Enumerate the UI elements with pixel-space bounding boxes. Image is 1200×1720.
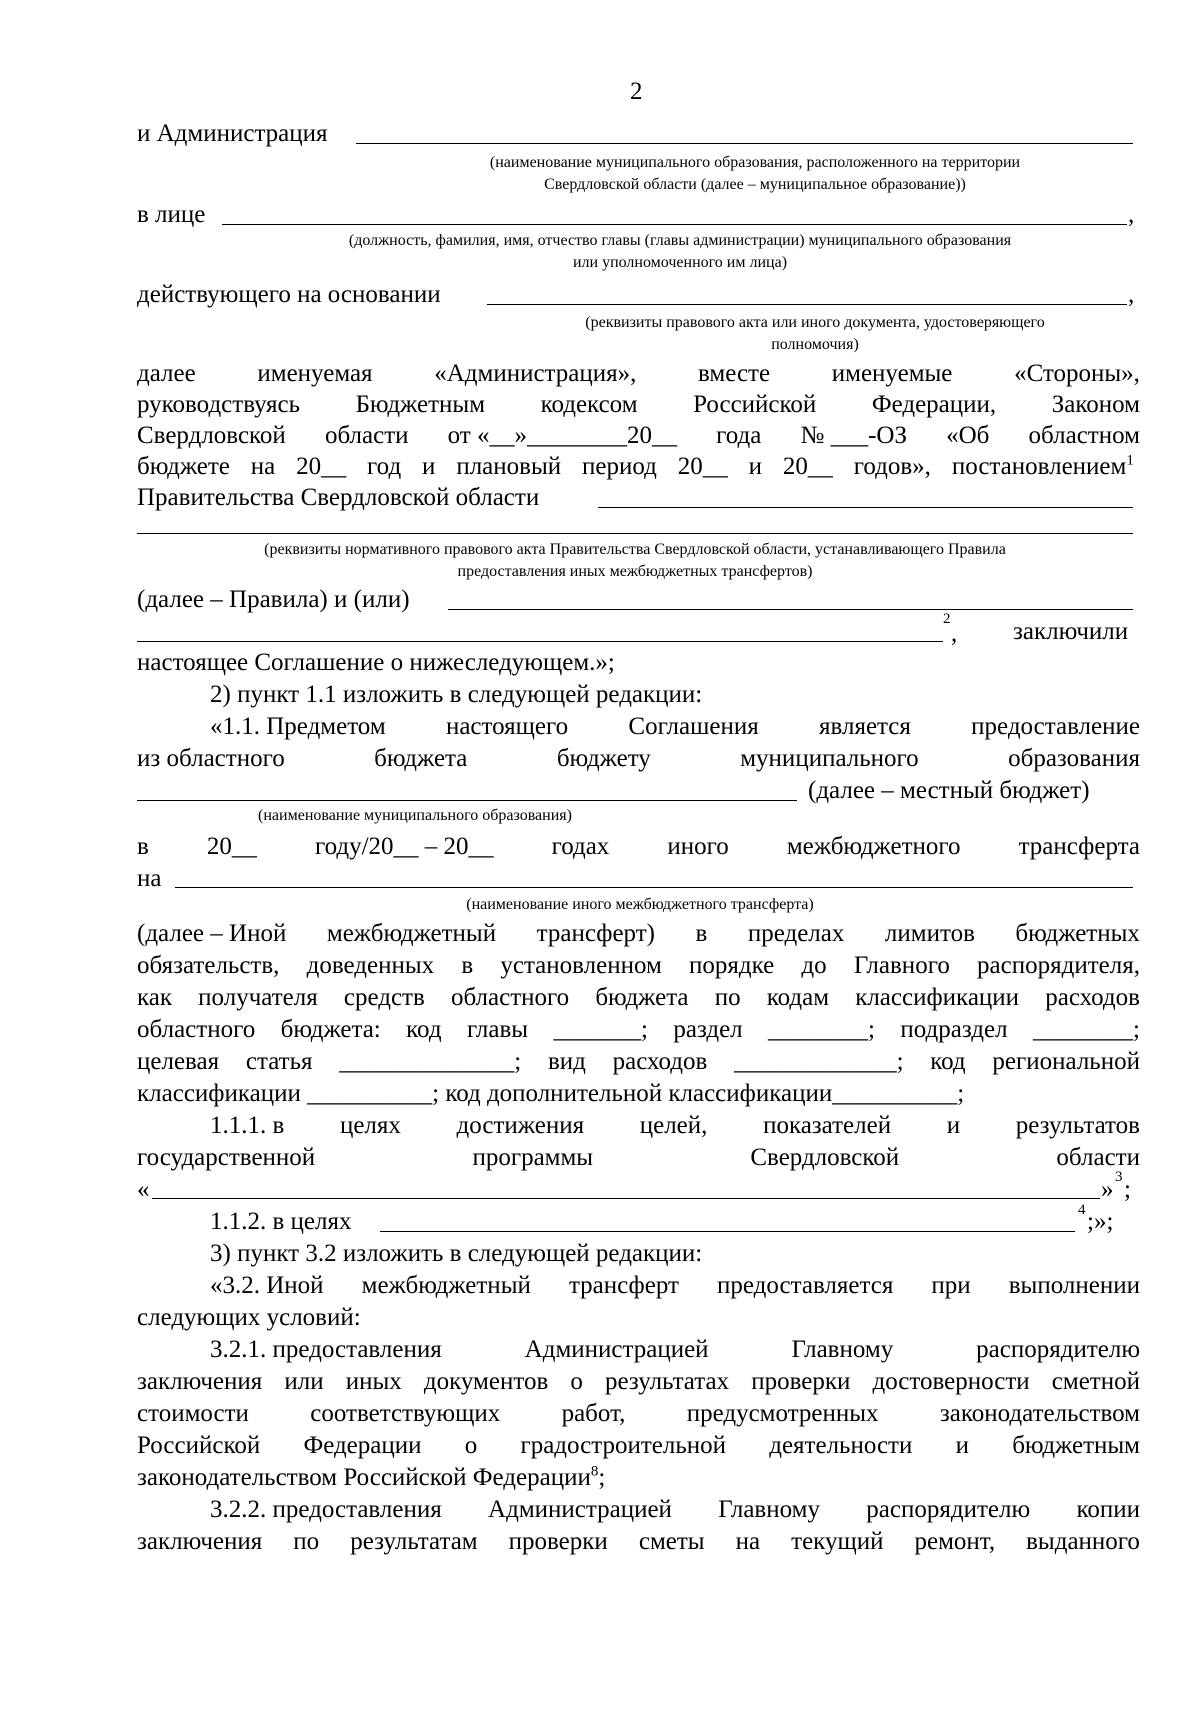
para1-line5: Правительства Свердловской области bbox=[137, 484, 540, 511]
sub322-line1: 3.2.2. предоставления Администрацией Главному распорядителю копии bbox=[210, 1496, 1140, 1523]
footnote-ref-8: 8 bbox=[590, 1463, 599, 1480]
person-caption-1: (должность, фамилия, имя, отчество главы (главы администрации) муниципального образования bbox=[348, 232, 1012, 249]
sub112-label: 1.1.2. в целях bbox=[210, 1208, 352, 1235]
program-semicolon: ; bbox=[1124, 1176, 1131, 1203]
rules-comma: , bbox=[951, 620, 958, 647]
item3-l1: «3.2. Иной межбюджетный трансферт предоставляется при выполнении bbox=[210, 1272, 1140, 1299]
basis-blank-line bbox=[487, 304, 1127, 305]
sub322-line2: заключения по результатам проверки сметы на текущий ремонт, выданного bbox=[137, 1528, 1140, 1555]
local-budget-label: (далее – местный бюджет) bbox=[808, 777, 1090, 804]
program-blank-line bbox=[152, 1198, 1100, 1199]
item2-p1: (далее – Иной межбюджетный трансферт) в пределах лимитов бюджетных bbox=[137, 920, 1140, 947]
rules-label: (далее – Правила) и (или) bbox=[137, 586, 410, 613]
item2-p2: обязательств, доведенных в установленном порядке до Главного распорядителя, bbox=[137, 952, 1140, 979]
sub111-line1: 1.1.1. в целях достижения целей, показателей и результатов bbox=[210, 1112, 1140, 1139]
program-quote-open: « bbox=[137, 1176, 150, 1203]
basis-comma: , bbox=[1128, 281, 1135, 308]
on-label: на bbox=[137, 865, 162, 892]
program-quote-close: » bbox=[1101, 1176, 1114, 1203]
transfer-blank-line bbox=[175, 887, 1133, 888]
program-sup-3: 3 bbox=[1115, 1169, 1123, 1185]
sub321-line4: Российской Федерации о градостроительной деятельности и бюджетным bbox=[137, 1432, 1140, 1459]
para1-line4: бюджете на 20__ год и плановый период 20__ и 20__ годов», постановлением$^1$ bbox=[137, 452, 1134, 480]
item2-p6: классификации __________; код дополнительной классификации__________; bbox=[137, 1080, 965, 1107]
sub321-line1: 3.2.1. предоставления Администрацией Главному распорядителю bbox=[210, 1336, 1140, 1363]
sub321-line3: стоимости соответствующих работ, предусмотренных законодательством bbox=[137, 1400, 1140, 1427]
sub112-blank-line bbox=[380, 1231, 1075, 1232]
item2-p5: целевая статья ______________; вид расходов _____________; код региональной bbox=[137, 1048, 1140, 1075]
government-act-line-2 bbox=[137, 533, 1133, 534]
person-caption-2: или уполномоченного им лица) bbox=[572, 254, 788, 271]
municipality-blank-line bbox=[137, 800, 797, 801]
footnote-ref-1: 1 bbox=[1126, 452, 1134, 469]
item3-heading: 3) пункт 3.2 изложить в следующей редакции: bbox=[210, 1240, 703, 1267]
sub111-line2: государственной программы Свердловской области bbox=[137, 1144, 1140, 1171]
basis-caption-1: (реквизиты правового акта или иного документа, удостоверяющего bbox=[585, 314, 1045, 331]
transfer-caption: (наименование иного межбюджетного трансферта) bbox=[466, 896, 814, 913]
rules-sup-2: 2 bbox=[943, 611, 951, 627]
item2-p4: областного бюджета: код главы _______; раздел ________; подраздел ________; bbox=[137, 1016, 1140, 1043]
item2-line3: в 20__ году/20__ – 20__ годах иного межбюджетного трансферта bbox=[137, 833, 1140, 860]
sub112-end: ;»; bbox=[1087, 1208, 1114, 1235]
person-blank-line bbox=[222, 224, 1127, 225]
item2-line2: из областного бюджета бюджету муниципального образования bbox=[137, 745, 1140, 772]
item2-heading: 2) пункт 1.1 изложить в следующей редакции: bbox=[210, 681, 703, 708]
para1-line3: Свердловской области от «__»________20__ года № ___-ОЗ «Об областном bbox=[137, 422, 1140, 449]
concluded-word: заключили bbox=[1013, 618, 1129, 645]
sub321-line5: законодательством Российской Федерации$^8$; bbox=[137, 1463, 606, 1491]
government-act-line-1 bbox=[598, 507, 1133, 508]
item2-line1: «1.1. Предметом настоящего Соглашения является предоставление bbox=[210, 713, 1140, 740]
admin-blank-line bbox=[356, 143, 1133, 144]
para1-last-line: настоящее Соглашение о нижеследующем.»; bbox=[137, 649, 615, 676]
government-act-caption-1: (реквизиты нормативного правового акта Правительства Свердловской области, устанавливающего Правила bbox=[264, 541, 1006, 558]
sub112-sup-4: 4 bbox=[1078, 1202, 1086, 1218]
admin-label: и Администрация bbox=[137, 120, 328, 147]
rules-blank-line-1 bbox=[448, 609, 1133, 610]
item3-l2: следующих условий: bbox=[137, 1304, 361, 1331]
municipality-caption: (наименование муниципального образования) bbox=[258, 807, 572, 824]
person-comma: , bbox=[1128, 201, 1135, 228]
government-act-caption-2: предоставления иных межбюджетных трансфертов) bbox=[457, 563, 813, 580]
basis-caption-2: полномочия) bbox=[771, 336, 859, 353]
item2-p3: как получателя средств областного бюджета по кодам классификации расходов bbox=[137, 984, 1140, 1011]
admin-caption-1: (наименование муниципального образования, расположенного на территории bbox=[489, 154, 1021, 171]
para1-line2: руководствуясь Бюджетным кодексом Российской Федерации, Законом bbox=[137, 391, 1140, 418]
sub321-line2: заключения или иных документов о результатах проверки достоверности сметной bbox=[137, 1368, 1140, 1395]
person-label: в лице bbox=[137, 201, 206, 228]
page-number: 2 bbox=[630, 78, 643, 105]
admin-caption-2: Свердловской области (далее – муниципальное образование)) bbox=[544, 176, 966, 193]
basis-label: действующего на основании bbox=[137, 281, 441, 308]
rules-blank-line-2 bbox=[137, 641, 943, 642]
para1-line1: далее именуемая «Администрация», вместе именуемые «Стороны», bbox=[137, 360, 1140, 387]
